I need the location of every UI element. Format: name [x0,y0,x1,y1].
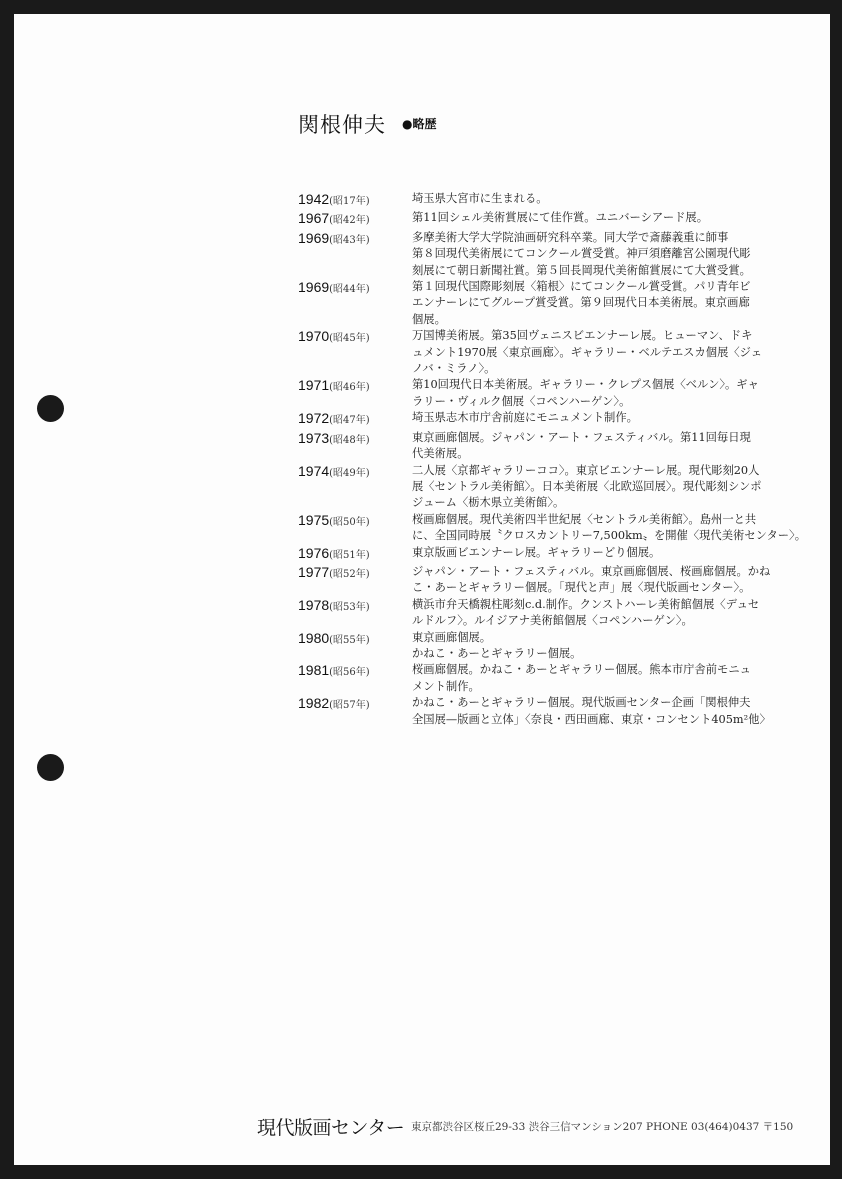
timeline-entry [298,430,798,463]
year-number: 1942 [298,191,330,207]
entry-line: ノバ・ミラノ〉。 [412,362,496,376]
era-year: (昭55年) [329,634,370,646]
entry-line: 埼玉県大宮市に生まれる。 [412,192,548,205]
entry-line: 刻展にて朝日新聞社賞。第５回長岡現代美術館賞展にて大賞受賞。 [412,263,751,277]
entry-line: 東京画廊個展。 [412,630,492,644]
entry-line: 東京版画ビエンナーレ展。ギャラリーどり個展。 [412,545,661,559]
timeline-entry [298,630,798,663]
entry-text [412,210,798,229]
timeline-entry [298,328,798,377]
timeline-entry [298,597,798,630]
section-label: ●略歴 [402,117,437,131]
entry-year [298,695,412,728]
timeline-entry [298,662,798,695]
entry-line: 第11回シェル美術賞展にて佳作賞。ユニバーシアード展。 [412,211,709,225]
entry-text [412,564,798,597]
entry-text [412,410,798,429]
era-year: (昭46年) [329,382,370,394]
entry-line: ルドルフ〉。ルイジアナ美術館個展〈コペンハーゲン〉。 [412,614,693,628]
entry-line: 第10回現代日本美術展。ギャラリー・クレプス個展〈ベルン〉。ギャ [412,378,759,392]
timeline-entry [298,545,798,564]
year-number: 1969 [298,229,330,246]
era-year: (昭52年) [329,568,370,580]
entry-line: に、全国同時展〝クロスカントリー7,500km〟を開催〈現代美術センター〉。 [412,529,807,543]
entry-line: 横浜市弁天橋親柱彫刻c.d.制作。クンストハーレ美術館個展〈デュセ [412,597,760,611]
entry-year [298,410,412,429]
timeline-entry [298,511,807,545]
entry-text [412,230,798,279]
entry-line: 代美術展。 [412,447,469,461]
entry-year [298,191,412,210]
era-year: (昭47年) [329,415,370,427]
era-year: (昭17年) [329,196,370,207]
entry-year [298,662,412,695]
entry-year [298,279,412,328]
era-year: (昭45年) [329,333,370,345]
year-number: 1975 [298,511,330,528]
entry-text [412,512,806,545]
year-number: 1981 [298,662,330,679]
page-title: 関根伸夫 [298,113,386,137]
year-number: 1971 [298,377,330,394]
timeline-entry [298,695,798,728]
entry-line: エンナーレにてグループ賞受賞。第９回現代日本美術展。東京画廊 [412,296,750,310]
entry-line: ジューム〈栃木県立美術館〉。 [412,496,565,510]
era-year: (昭43年) [329,234,370,246]
publisher-address: 東京都渋谷区桜丘29-33 渋谷三信マンション207 PHONE 03(464)0437 〒150 [411,1121,794,1133]
entry-year [298,512,412,545]
entry-text [412,662,798,695]
timeline-entry [298,210,798,229]
year-number: 1980 [298,629,330,646]
entry-year [298,564,412,597]
entry-year [298,630,412,663]
entry-text [412,630,798,663]
era-year: (昭49年) [329,467,370,479]
timeline-entry [298,279,798,328]
punch-hole [37,395,64,422]
era-year: (昭48年) [329,434,370,446]
entry-line: ラリー・ヴィルク個展〈コペンハーゲン〉。 [412,394,631,408]
era-year: (昭42年) [329,215,370,227]
timeline-entry [298,191,798,210]
year-number: 1978 [298,596,330,613]
year-number: 1977 [298,563,330,580]
entry-line: 万国博美術展。第35回ヴェニスビエンナーレ展。ヒューマン、ドキ [412,329,753,343]
year-number: 1970 [298,328,330,345]
year-number: 1972 [298,410,330,427]
entry-line: 埼玉県志木市庁舎前庭にモニュメント制作。 [412,411,638,425]
year-number: 1969 [298,279,330,296]
entry-line: 第１回現代国際彫刻展〈箱根〉にてコンクール賞受賞。パリ青年ビ [412,280,751,294]
entry-text [412,279,798,328]
entry-text [412,430,798,463]
entry-year [298,230,412,279]
entry-line: こ・あーとギャラリー個展。「現代と声」展〈現代版画センター〉。 [412,581,751,595]
entry-line: かねこ・あーとギャラリー個展。現代版画センター企画「関根伸夫 [412,696,751,710]
era-year: (昭51年) [329,549,370,561]
publisher-logo: 現代版画センター [257,1117,405,1139]
entry-year [298,463,412,512]
entry-line: 東京画廊個展。ジャパン・アート・フェスティバル。第11回毎日現 [412,430,751,444]
era-year: (昭50年) [329,516,370,528]
era-year: (昭56年) [329,667,370,679]
year-number: 1974 [298,462,330,479]
year-number: 1973 [298,429,330,446]
era-year: (昭53年) [329,601,370,613]
entry-year [298,430,412,463]
entry-line: ュメント1970展〈東京画廊〉。ギャラリー・ベルテエスカ個展〈ジェ [412,345,763,359]
entry-line: 多摩美術大学大学院油画研究科卒業。同大学で斎藤義重に師事 [412,230,729,244]
entry-year [298,328,412,377]
entry-line: ジャパン・アート・フェスティバル。東京画廊個展、桜画廊個展。かね [412,564,771,578]
entry-line: 二人展〈京都ギャラリーココ〉。東京ビエンナーレ展。現代彫刻20人 [412,463,760,477]
timeline-entry [298,410,798,429]
entry-year [298,377,412,410]
biography-timeline [298,191,807,728]
entry-text [412,328,798,377]
timeline-entry [298,230,798,279]
entry-text [412,463,798,512]
entry-text [412,597,798,630]
entry-year [298,597,412,630]
entry-year [298,545,412,564]
entry-line: 桜画廊個展。かねこ・あーとギャラリー個展。熊本市庁舎前モニュ [412,663,751,677]
entry-text [412,545,798,564]
entry-line: 桜画廊個展。現代美術四半世紀展〈セントラル美術館〉。島州一と共 [412,512,757,526]
era-year: (昭57年) [329,700,370,712]
era-year: (昭44年) [329,284,370,296]
entry-text [412,191,798,210]
entry-line: 第８回現代美術展にてコンクール賞受賞。神戸須磨離宮公園現代彫 [412,247,751,261]
entry-line: かねこ・あーとギャラリー個展。 [412,646,582,660]
entry-text [412,695,798,728]
entry-line: 個展。 [412,312,446,326]
year-number: 1976 [298,544,330,561]
entry-line: 全国展—版画と立体」〈奈良・西田画廊、東京・コンセント405m²他〉 [412,712,771,726]
timeline-entry [298,377,798,410]
punch-hole [37,754,64,781]
entry-text [412,377,798,410]
timeline-entry [298,463,798,512]
entry-line: メント制作。 [412,679,480,693]
document-page [14,14,830,1165]
entry-year [298,210,412,229]
year-number: 1982 [298,695,330,712]
year-number: 1967 [298,210,330,227]
timeline-entry [298,564,798,597]
entry-line: 展〈セントラル美術館〉。日本美術展〈北欧巡回展〉。現代彫刻シンポ [412,479,762,493]
